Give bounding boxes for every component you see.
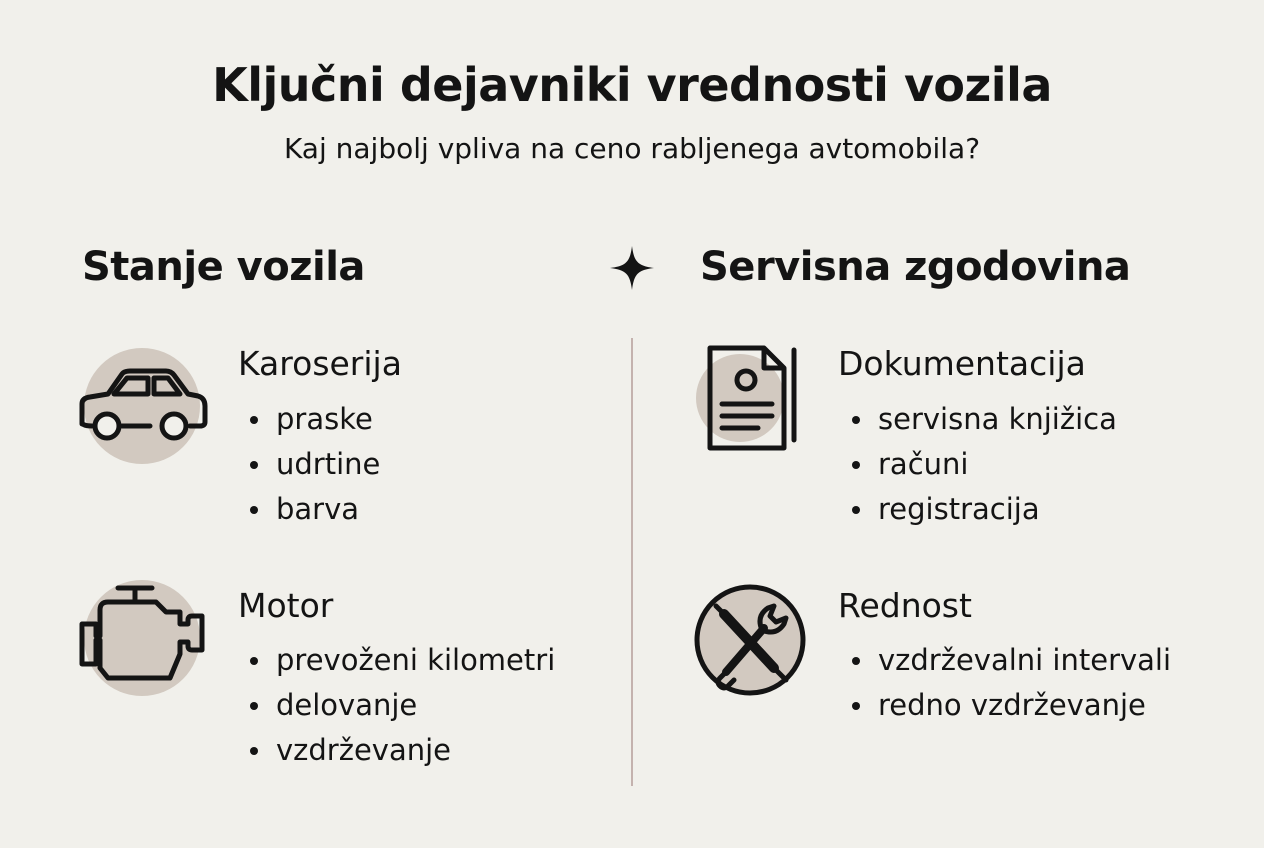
group-list-regularity bbox=[840, 638, 1171, 728]
column-heading-condition: Stanje vozila bbox=[82, 244, 365, 290]
page-title: Ključni dejavniki vrednosti vozila bbox=[212, 58, 1052, 112]
group-list-body bbox=[238, 397, 380, 532]
group-list-documents bbox=[840, 397, 1117, 532]
page-subtitle: Kaj najbolj vpliva na ceno rabljenega avtomobila? bbox=[283, 132, 981, 165]
list-item: praske bbox=[238, 397, 380, 442]
car-icon bbox=[78, 342, 208, 472]
list-item: registracija bbox=[840, 487, 1117, 532]
column-divider bbox=[631, 338, 633, 786]
group-title-regularity: Rednost bbox=[838, 586, 972, 625]
group-title-documents: Dokumentacija bbox=[838, 344, 1086, 383]
list-item: udrtine bbox=[238, 442, 380, 487]
engine-icon bbox=[78, 580, 208, 710]
list-item: redno vzdrževanje bbox=[840, 683, 1171, 728]
column-heading-service: Servisna zgodovina bbox=[700, 244, 1131, 290]
tools-icon bbox=[694, 582, 824, 712]
list-item: prevoženi kilometri bbox=[238, 638, 555, 683]
list-item: vzdrževanje bbox=[238, 728, 555, 773]
list-item: vzdrževalni intervali bbox=[840, 638, 1171, 683]
document-icon bbox=[696, 340, 826, 470]
group-title-engine: Motor bbox=[238, 586, 334, 625]
group-list-engine bbox=[238, 638, 555, 773]
list-item: delovanje bbox=[238, 683, 555, 728]
list-item: barva bbox=[238, 487, 380, 532]
list-item: servisna knjižica bbox=[840, 397, 1117, 442]
sparkle-icon bbox=[608, 244, 656, 292]
group-title-body: Karoserija bbox=[238, 344, 402, 383]
list-item: računi bbox=[840, 442, 1117, 487]
